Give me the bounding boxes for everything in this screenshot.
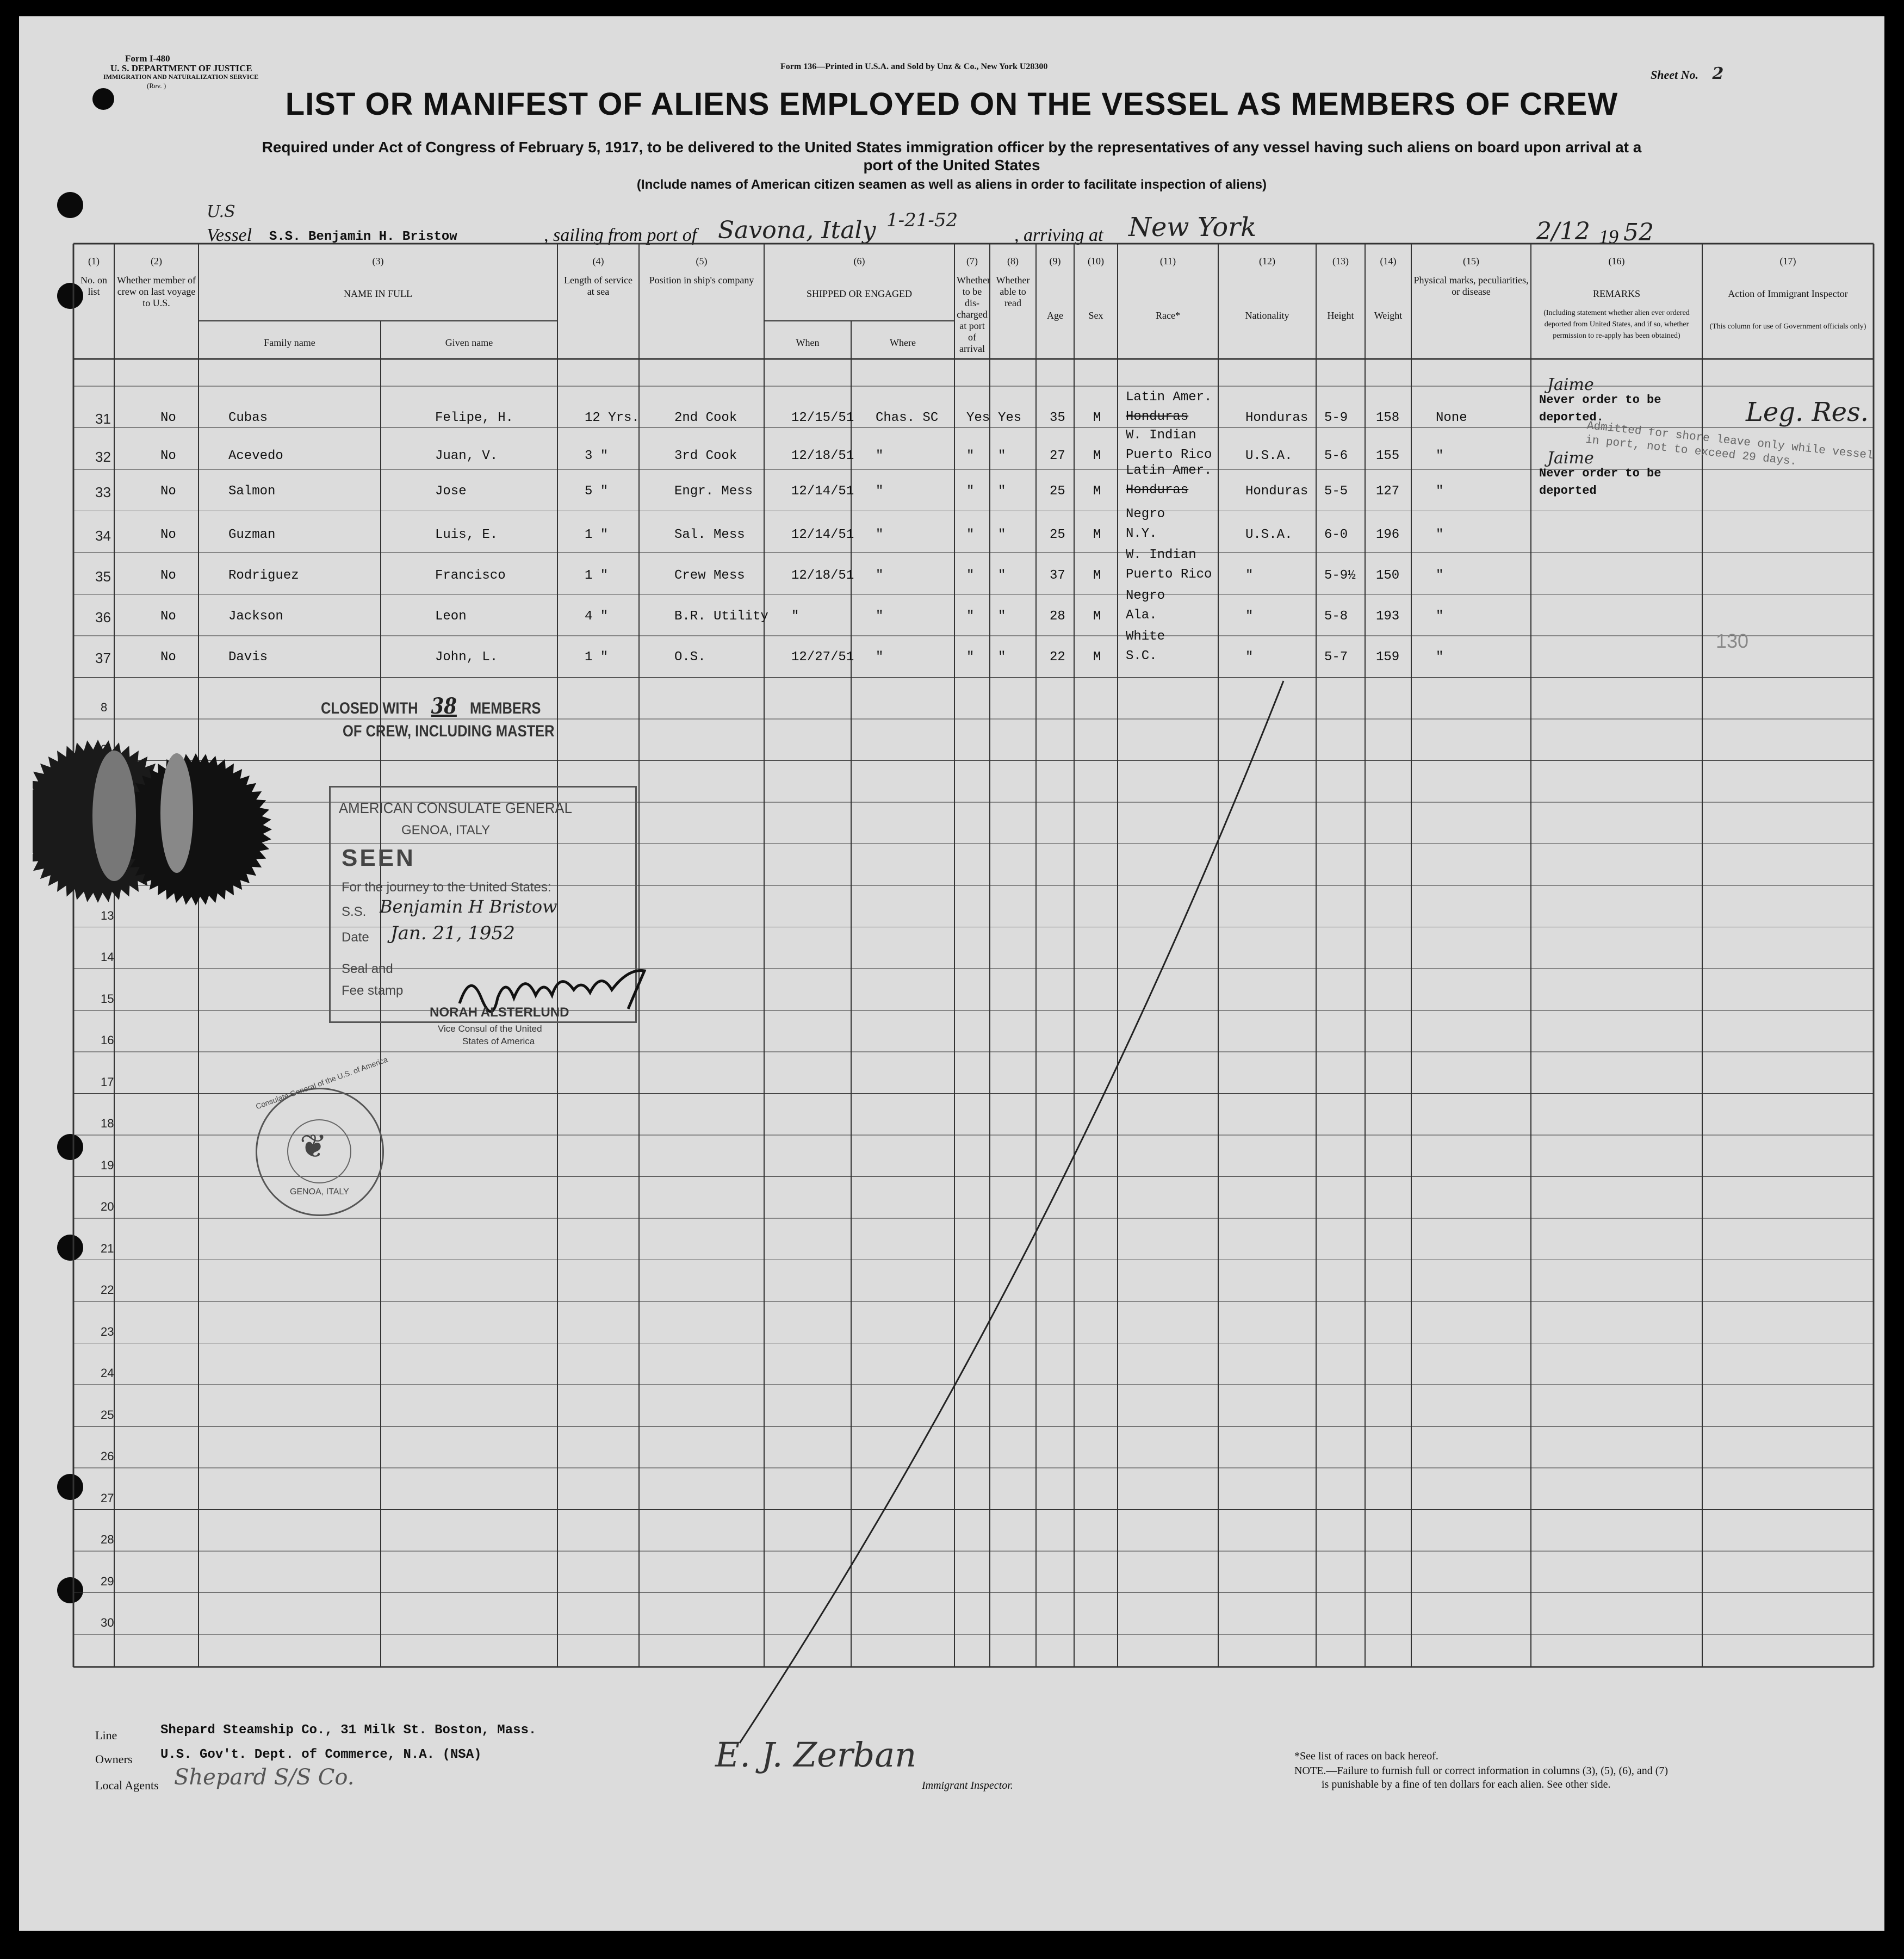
able-to-read: " <box>998 528 1006 542</box>
last-voyage: No <box>160 568 176 583</box>
empty-row-number: 18 <box>101 1117 114 1130</box>
empty-row-number: 24 <box>101 1366 114 1380</box>
header-remarks-sub: (Including statement whether alien ever ordered deported from United States, and if so, whether permission to re-apply has been obtained) <box>1543 309 1690 340</box>
year-suffix: 52 <box>1623 219 1654 246</box>
length-of-service: 3 " <box>585 449 609 463</box>
shipped-where: " <box>876 484 884 499</box>
sex: M <box>1093 568 1101 583</box>
age: 37 <box>1050 568 1065 583</box>
empty-row-number: 27 <box>101 1491 114 1505</box>
row-number: 31 <box>95 411 111 427</box>
header-c7: Whether to be dis-charged at port of arrival <box>957 275 990 354</box>
empty-row-number: 23 <box>101 1324 114 1338</box>
family-name: Davis <box>228 650 268 665</box>
length-of-service: 5 " <box>585 484 609 499</box>
header-c15-number: (15) <box>1463 256 1479 266</box>
inspector-label: Immigrant Inspector. <box>922 1780 1013 1791</box>
discharged: Yes <box>966 411 990 425</box>
empty-row-number: 25 <box>101 1408 114 1422</box>
age: 25 <box>1050 528 1065 542</box>
date-from: 1-21-52 <box>886 209 958 231</box>
last-voyage: No <box>160 449 176 463</box>
consulate-date-value: Jan. 21, 1952 <box>390 922 515 944</box>
header-c1: No. on list <box>80 275 107 297</box>
closed-stamp-line1b: MEMBERS <box>470 699 541 717</box>
able-to-read: Yes <box>998 411 1022 425</box>
row-number: 34 <box>95 528 111 544</box>
shipped-when: " <box>791 609 799 624</box>
printer-line: Form 136—Printed in U.S.A. and Sold by Unz & Co., New York U28300 <box>780 62 1048 71</box>
header-c3: NAME IN FULL <box>344 288 412 299</box>
given-name: Luis, E. <box>435 528 498 542</box>
empty-row-number: 28 <box>101 1533 114 1546</box>
shipped-where: " <box>876 609 884 624</box>
row-number: 32 <box>95 449 111 465</box>
last-voyage: No <box>160 484 176 499</box>
penalty-note-1: NOTE.—Failure to furnish full or correct information in columns (3), (5), (6), and (7) <box>1294 1765 1669 1777</box>
sex: M <box>1093 609 1101 624</box>
empty-row-number: 30 <box>101 1616 114 1629</box>
consulate-fee-label: Fee stamp <box>342 983 404 998</box>
service: IMMIGRATION AND NATURALIZATION SERVICE <box>103 73 259 80</box>
revision: (Rev. ) <box>147 82 166 90</box>
header-when: When <box>796 337 820 348</box>
discharged: " <box>966 609 975 624</box>
header-c6-number: (6) <box>853 256 865 266</box>
weight: 155 <box>1376 449 1400 463</box>
page-title: LIST OR MANIFEST OF ALIENS EMPLOYED ON THE VESSEL AS MEMBERS OF CREW <box>285 86 1618 122</box>
last-voyage: No <box>160 411 176 425</box>
family-name: Cubas <box>228 411 268 425</box>
weight: 158 <box>1376 411 1400 425</box>
header-c4: Length of service at sea <box>564 275 632 297</box>
shipped-when: 12/18/51 <box>791 449 854 463</box>
header-c11: Race* <box>1156 310 1180 321</box>
penalty-note-2: is punishable by a fine of ten dollars for each alien. See other side. <box>1322 1778 1611 1790</box>
shipped-when: 12/15/51 <box>791 411 854 425</box>
age: 35 <box>1050 411 1065 425</box>
header-c7-number: (7) <box>966 256 978 266</box>
arriving-label: , arriving at <box>1014 225 1103 245</box>
vessel-prefix: U.S <box>207 202 235 221</box>
remarks-handwritten: Jaime <box>1547 449 1594 468</box>
empty-row-number: 29 <box>101 1574 114 1588</box>
port-from: Savona, Italy <box>718 216 876 244</box>
length-of-service: 1 " <box>585 650 609 665</box>
race-line-1: Negro <box>1126 507 1165 522</box>
race-line-2: N.Y. <box>1126 526 1157 541</box>
shipped-when: 12/14/51 <box>791 528 854 542</box>
nationality: " <box>1245 609 1254 624</box>
consul-name: NORAH ALSTERLUND <box>430 1005 569 1020</box>
empty-row-number: 19 <box>101 1158 114 1172</box>
height: 6-0 <box>1324 528 1348 542</box>
discharged: " <box>966 449 975 463</box>
consulate-seal-ring: Consulate General of the U.S. of America <box>255 1055 389 1111</box>
inspector-signature: E. J. Zerban <box>715 1735 917 1775</box>
able-to-read: " <box>998 609 1006 624</box>
consulate-date-label: Date <box>342 930 369 945</box>
header-c13: Height <box>1327 310 1354 321</box>
given-name: Leon <box>435 609 467 624</box>
vessel-label: Vessel <box>207 225 252 245</box>
sex: M <box>1093 411 1101 425</box>
weight: 159 <box>1376 650 1400 665</box>
header-c12-number: (12) <box>1259 256 1275 266</box>
nationality: U.S.A. <box>1245 449 1293 463</box>
remarks-line-2: deported. <box>1539 411 1604 424</box>
able-to-read: " <box>998 650 1006 665</box>
consul-title-1: Vice Consul of the United <box>438 1024 542 1034</box>
year-prefix: 19 <box>1599 226 1618 247</box>
height: 5-6 <box>1324 449 1348 463</box>
empty-row-number: 21 <box>101 1241 114 1255</box>
able-to-read: " <box>998 568 1006 583</box>
family-name: Acevedo <box>228 449 283 463</box>
nationality: Honduras <box>1245 411 1308 425</box>
discharged: " <box>966 528 975 542</box>
family-name: Guzman <box>228 528 276 542</box>
sheet-label-text: Sheet No. <box>1651 68 1698 82</box>
race-line-2: Puerto Rico <box>1126 448 1212 462</box>
consul-title-2: States of America <box>462 1036 535 1046</box>
empty-row-number: 20 <box>101 1200 114 1213</box>
length-of-service: 4 " <box>585 609 609 624</box>
position: O.S. <box>674 650 706 665</box>
family-name: Rodriguez <box>228 568 299 583</box>
empty-row-number: 16 <box>101 1033 114 1047</box>
pencil-note: 130 <box>1716 630 1749 652</box>
consulate-line2: GENOA, ITALY <box>401 823 491 838</box>
physical-marks: " <box>1436 484 1444 499</box>
physical-marks: None <box>1436 411 1467 425</box>
race-line-1: Latin Amer. <box>1126 390 1212 405</box>
header-c9-number: (9) <box>1049 256 1061 266</box>
height: 5-7 <box>1324 650 1348 665</box>
manifest-sheet <box>19 16 1884 1931</box>
length-of-service: 1 " <box>585 568 609 583</box>
empty-row-number: 15 <box>101 991 114 1006</box>
position: Crew Mess <box>674 568 745 583</box>
sex: M <box>1093 528 1101 542</box>
closed-stamp-line1: CLOSED WITH <box>321 699 418 717</box>
age: 22 <box>1050 650 1065 665</box>
discharged: " <box>966 484 975 499</box>
header-c2: Whether member of crew on last voyage to U.S. <box>117 275 196 308</box>
physical-marks: " <box>1436 449 1444 463</box>
given-name: Jose <box>435 484 467 499</box>
given-name: Felipe, H. <box>435 411 514 425</box>
length-of-service: 12 Yrs. <box>585 411 640 425</box>
subtitle-line-2: port of the United States <box>863 157 1040 173</box>
admitted-stamp-text: Admitted for shore leave only while vessel in port, not to exceed 29 days. <box>1585 419 1874 469</box>
height: 5-9½ <box>1324 568 1356 583</box>
race-line-2: Puerto Rico <box>1126 567 1212 582</box>
row-number: 37 <box>95 650 111 666</box>
empty-row-number: 22 <box>101 1283 114 1297</box>
last-voyage: No <box>160 528 176 542</box>
race-line-1: Latin Amer. <box>1126 463 1212 478</box>
remarks-line-1: Never order to be <box>1539 467 1661 480</box>
nationality: U.S.A. <box>1245 528 1293 542</box>
able-to-read: " <box>998 484 1006 499</box>
department: U. S. DEPARTMENT OF JUSTICE <box>110 63 252 73</box>
race-line-1: W. Indian <box>1126 548 1196 562</box>
consulate-ss-value: Benjamin H Bristow <box>380 896 557 917</box>
family-name: Jackson <box>228 609 283 624</box>
position: Sal. Mess <box>674 528 745 542</box>
header-action-sub: (This column for use of Government officials only) <box>1709 323 1866 331</box>
row-number: 35 <box>95 568 111 585</box>
empty-row-number: 14 <box>101 950 114 964</box>
consulate-seal-city: GENOA, ITALY <box>290 1187 349 1197</box>
consulate-journey: For the journey to the United States: <box>342 880 551 895</box>
eagle-icon: ❦ <box>300 1128 327 1164</box>
race-line-2: Ala. <box>1126 608 1157 623</box>
remarks-line-1: Never order to be <box>1539 393 1661 407</box>
race-line-1: W. Indian <box>1126 428 1196 443</box>
position: 2nd Cook <box>674 411 737 425</box>
weight: 127 <box>1376 484 1400 499</box>
subtitle-line-1: Required under Act of Congress of February 5, 1917, to be delivered to the United States immigration officer by the representatives of any vessel having such aliens on board upon arrival at a <box>262 139 1642 156</box>
header-c14-number: (14) <box>1380 256 1397 266</box>
able-to-read: " <box>998 449 1006 463</box>
header-c6: SHIPPED OR ENGAGED <box>806 288 912 299</box>
header-family-name: Family name <box>264 337 315 348</box>
header-c17: Action of Immigrant Inspector <box>1728 288 1848 299</box>
empty-row-number: 17 <box>101 1075 114 1089</box>
sex: M <box>1093 484 1101 499</box>
header-c12: Nationality <box>1245 310 1289 321</box>
weight: 193 <box>1376 609 1400 624</box>
discharged: " <box>966 568 975 583</box>
port-to: New York <box>1128 212 1257 243</box>
header-c4-number: (4) <box>592 256 604 266</box>
header-c10-number: (10) <box>1088 256 1104 266</box>
footer-agents-label: Local Agents <box>95 1778 159 1792</box>
shipped-where: " <box>876 449 884 463</box>
header-c5-number: (5) <box>696 256 708 266</box>
header-c3-number: (3) <box>372 256 384 266</box>
given-name: John, L. <box>435 650 498 665</box>
consulate-seal-label: Seal and <box>342 962 393 976</box>
footer-line-label: Line <box>95 1728 117 1742</box>
race-line-2: Honduras <box>1126 410 1189 424</box>
races-note: *See list of races on back hereof. <box>1294 1750 1438 1762</box>
physical-marks: " <box>1436 528 1444 542</box>
arrival-date: 2/12 <box>1536 218 1590 245</box>
sailing-label: , sailing from port of <box>544 225 697 245</box>
closed-stamp-line2: OF CREW, INCLUDING MASTER <box>343 722 555 740</box>
header-where: Where <box>890 337 916 348</box>
footer-agents-value: Shepard S/S Co. <box>174 1765 355 1790</box>
footer-owners-label: Owners <box>95 1752 133 1766</box>
discharged: " <box>966 650 975 665</box>
subtitle-line-3: (Include names of American citizen seamen as well as aliens in order to facilitate inspection of aliens) <box>636 177 1267 192</box>
race-line-1: Negro <box>1126 588 1165 603</box>
last-voyage: No <box>160 609 176 624</box>
shipped-when: 12/14/51 <box>791 484 854 499</box>
nationality: " <box>1245 568 1254 583</box>
remarks-handwritten: Jaime <box>1547 375 1594 394</box>
shipped-when: 12/27/51 <box>791 650 854 665</box>
physical-marks: " <box>1436 609 1444 624</box>
physical-marks: " <box>1436 650 1444 665</box>
weight: 196 <box>1376 528 1400 542</box>
given-name: Juan, V. <box>435 449 498 463</box>
header-c14: Weight <box>1374 310 1403 321</box>
shipped-where: " <box>876 528 884 542</box>
consulate-seen: SEEN <box>342 845 415 871</box>
shipped-where: " <box>876 650 884 665</box>
sex: M <box>1093 650 1101 665</box>
header-c16: REMARKS <box>1592 288 1641 299</box>
given-name: Francisco <box>435 568 506 583</box>
race-line-2: Honduras <box>1126 483 1189 498</box>
shipped-where: Chas. SC <box>876 411 939 425</box>
header-c16-number: (16) <box>1608 256 1625 266</box>
position: Engr. Mess <box>674 484 753 499</box>
family-name: Salmon <box>228 484 276 499</box>
header-c15: Physical marks, peculiarities, or disease <box>1413 275 1529 297</box>
row-number: 33 <box>95 484 111 500</box>
nationality: " <box>1245 650 1254 665</box>
position: 3rd Cook <box>674 449 737 463</box>
header-c1-number: (1) <box>88 256 100 266</box>
header-c2-number: (2) <box>151 256 162 266</box>
row-number: 36 <box>95 609 111 625</box>
closed-stamp-count: 38 <box>431 693 457 719</box>
consulate-line1: AMERICAN CONSULATE GENERAL <box>339 799 572 816</box>
empty-row-number: 8 <box>101 700 108 714</box>
age: 25 <box>1050 484 1065 499</box>
remarks-line-2: deported <box>1539 484 1597 498</box>
height: 5-9 <box>1324 411 1348 425</box>
empty-row-number: 26 <box>101 1449 114 1463</box>
footer-owners-value: U.S. Gov't. Dept. of Commerce, N.A. (NSA) <box>160 1747 482 1762</box>
shipped-where: " <box>876 568 884 583</box>
header-c5: Position in ship's company <box>649 275 754 286</box>
header-c8: Whether able to read <box>996 275 1030 308</box>
cancel-line <box>19 16 1884 1931</box>
position: B.R. Utility <box>674 609 768 624</box>
weight: 150 <box>1376 568 1400 583</box>
header-c10: Sex <box>1088 310 1103 321</box>
shipped-when: 12/18/51 <box>791 568 854 583</box>
header-c11-number: (11) <box>1159 256 1176 266</box>
race-line-2: S.C. <box>1126 649 1157 664</box>
length-of-service: 1 " <box>585 528 609 542</box>
sex: M <box>1093 449 1101 463</box>
race-line-1: White <box>1126 629 1165 644</box>
header-c9: Age <box>1047 310 1063 321</box>
inspector-action: Leg. Res. <box>1746 397 1869 427</box>
consulate-ss-label: S.S. <box>342 904 367 919</box>
height: 5-5 <box>1324 484 1348 499</box>
nationality: Honduras <box>1245 484 1308 499</box>
age: 28 <box>1050 609 1065 624</box>
header-c17-number: (17) <box>1779 256 1796 266</box>
footer-line-value: Shepard Steamship Co., 31 Milk St. Boston, Mass. <box>160 1723 537 1738</box>
header-c8-number: (8) <box>1007 256 1019 266</box>
height: 5-8 <box>1324 609 1348 624</box>
physical-marks: " <box>1436 568 1444 583</box>
age: 27 <box>1050 449 1065 463</box>
empty-row-number: 13 <box>101 908 114 922</box>
sheet-number: 2 <box>1712 64 1724 83</box>
last-voyage: No <box>160 650 176 665</box>
header-c13-number: (13) <box>1332 256 1349 266</box>
form-number: Form I-480 <box>125 53 170 64</box>
vessel-name: S.S. Benjamin H. Bristow <box>269 230 457 244</box>
header-given-name: Given name <box>445 337 493 348</box>
